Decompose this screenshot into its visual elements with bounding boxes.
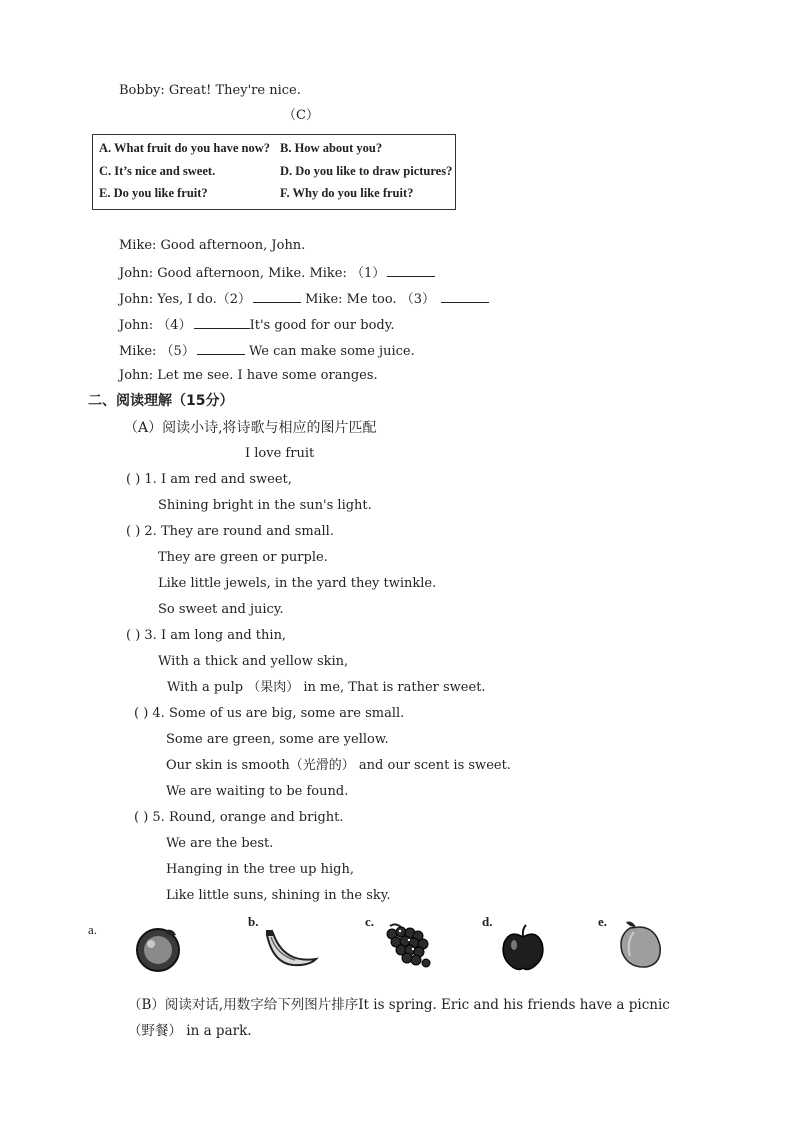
dialog-line-5: [119, 342, 415, 360]
part-b-line-2: （野餐） in a park.: [128, 1023, 252, 1039]
part-a-instruction: （A）阅读小诗,将诗歌与相应的图片匹配: [124, 420, 377, 436]
answer-blank-1[interactable]: [387, 264, 435, 277]
poem-q1: ( ) 1. I am red and sweet,: [126, 472, 292, 487]
answer-blank-5[interactable]: [197, 342, 245, 355]
poem-q5-line2: We are the best.: [166, 836, 274, 851]
poem-q2-line2: They are green or purple.: [158, 550, 328, 565]
poem-q4: ( ) 4. Some of us are big, some are small.: [134, 706, 405, 721]
picture-label-b: b.: [248, 914, 259, 929]
poem-q3-line2: With a thick and yellow skin,: [158, 654, 349, 669]
dialog-line-5-text-a: Mike: （5）: [119, 344, 195, 359]
mango-icon: [616, 918, 664, 970]
dialog-line-2-text: John: Good afternoon, Mike. Mike: （1）: [119, 266, 386, 281]
picture-label-c: c.: [365, 914, 375, 929]
dialog-line-3-text-b: Mike: Me too. （3）: [300, 292, 435, 307]
poem-q5-line3: Hanging in the tree up high,: [166, 862, 354, 877]
banana-icon: [263, 929, 319, 971]
dialog-line-3: [119, 290, 489, 308]
dialog-line-4-text-a: John: （4）: [119, 318, 192, 333]
bobby-line: Bobby: Great! They're nice.: [119, 83, 301, 98]
part-b-line-1: （B）阅读对话,用数字给下列图片排序It is spring. Eric and his friends have a picnic: [128, 997, 670, 1013]
answer-blank-4[interactable]: [194, 316, 250, 329]
poem-q4-line4: We are waiting to be found.: [166, 784, 349, 799]
picture-label-a: a.: [88, 922, 98, 937]
orange-icon: [134, 925, 184, 973]
poem-q2: ( ) 2. They are round and small.: [126, 524, 334, 539]
poem-q3: ( ) 3. I am long and thin,: [126, 628, 287, 643]
option-a: A. What fruit do you have now?: [99, 141, 270, 155]
section-2-heading: 二、阅读理解（15分）: [88, 393, 234, 409]
dialog-line-4: [119, 316, 395, 334]
poem-q5-line4: Like little suns, shining in the sky.: [166, 888, 391, 903]
dialog-line-3-text-a: John: Yes, I do.（2）: [119, 292, 251, 307]
dialog-line-5-text-b: We can make some juice.: [244, 344, 415, 359]
options-box: [92, 134, 456, 210]
dialog-line-6: John: Let me see. I have some oranges.: [119, 368, 378, 383]
poem-title: I love fruit: [245, 446, 315, 461]
grapes-icon: [382, 920, 436, 970]
section-c-label: （C）: [283, 108, 319, 123]
poem-q1-line2: Shining bright in the sun's light.: [158, 498, 372, 513]
poem-q2-line3: Like little jewels, in the yard they twinkle.: [158, 576, 437, 591]
option-e: E. Do you like fruit?: [99, 186, 208, 200]
answer-blank-3[interactable]: [441, 290, 489, 303]
option-b: B. How about you?: [280, 141, 383, 155]
poem-q2-line4: So sweet and juicy.: [158, 602, 284, 617]
dialog-line-2: [119, 264, 435, 282]
poem-q4-line3: Our skin is smooth（光滑的） and our scent is sweet.: [166, 758, 511, 773]
poem-q4-line2: Some are green, some are yellow.: [166, 732, 389, 747]
poem-q3-line3: With a pulp （果肉） in me, That is rather sweet.: [167, 680, 486, 695]
apple-icon: [500, 923, 546, 971]
picture-label-e: e.: [598, 914, 608, 929]
option-d: D. Do you like to draw pictures?: [280, 164, 453, 178]
dialog-line-1: Mike: Good afternoon, John.: [119, 238, 306, 253]
dialog-line-4-text-b: It's good for our body.: [249, 318, 395, 333]
option-c: C. It’s nice and sweet.: [99, 164, 216, 178]
answer-blank-2[interactable]: [253, 290, 301, 303]
poem-q5: ( ) 5. Round, orange and bright.: [134, 810, 344, 825]
picture-label-d: d.: [482, 914, 493, 929]
option-f: F. Why do you like fruit?: [280, 186, 414, 200]
